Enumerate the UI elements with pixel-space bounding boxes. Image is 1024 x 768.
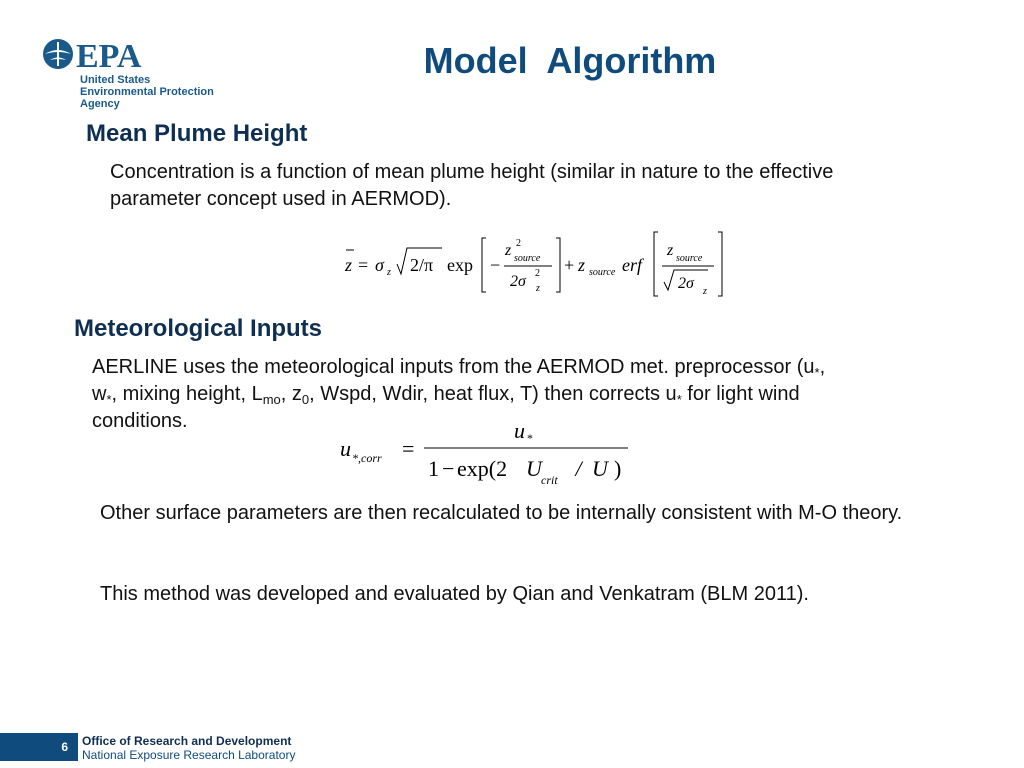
- met-sub-0: 0: [301, 392, 310, 407]
- eq1-zbar: z: [345, 255, 353, 275]
- eq1-num-z: z: [505, 242, 512, 259]
- eq2-lhs-sub: *,corr: [352, 451, 382, 465]
- eq1-erf-den: 2σ: [678, 275, 694, 292]
- met-text-1a: AERLINE uses the meteorological inputs from the AERMOD met. preprocessor (u: [92, 356, 815, 378]
- eq1-num-sup: 2: [516, 238, 521, 249]
- agency-line-1: United States: [80, 74, 151, 86]
- paragraph-surface-parameters: Other surface parameters are then recalculated to be internally consistent with M-O theory.: [100, 502, 903, 524]
- met-text-2e: for light wind: [681, 383, 800, 405]
- heading-mean-plume-height: Mean Plume Height: [86, 120, 308, 147]
- met-text-3: conditions.: [92, 410, 188, 432]
- met-text-2b: , mixing height, L: [111, 383, 263, 405]
- eq2-num-sub: *: [527, 431, 533, 445]
- eq1-den-2sigma: 2σ: [510, 273, 526, 290]
- met-star-1: *: [814, 365, 820, 380]
- eq2-den-minus: −: [442, 456, 455, 481]
- met-text-2d: , Wspd, Wdir, heat flux, T) then corrects u: [309, 383, 677, 405]
- met-text-1b: ,: [819, 356, 826, 378]
- eq2-den-sub: crit: [541, 473, 558, 487]
- equation-ustar-corr: [336, 418, 636, 490]
- footer-lab: National Exposure Research Laboratory: [82, 748, 296, 762]
- eq1-erf: erf: [622, 255, 642, 275]
- eq1-erf-den-sub: z: [703, 286, 707, 297]
- footer-office: Office of Research and Development: [82, 734, 292, 748]
- page-number: 6: [61, 740, 68, 754]
- met-sub-mo: mo: [262, 392, 281, 407]
- eq2-den-U2: U: [592, 456, 608, 481]
- eq1-num-sub: source: [514, 253, 541, 264]
- eq1-two-over-pi: 2/π: [410, 255, 434, 275]
- eq2-num-u: u: [514, 418, 525, 443]
- met-text-2c: , z: [280, 383, 302, 405]
- heading-meteorological-inputs: Meteorological Inputs: [74, 315, 323, 342]
- eq1-exp: exp: [447, 255, 473, 275]
- eq1-z2: z: [578, 255, 586, 275]
- eq1-erf-num-z: z: [667, 242, 674, 259]
- paragraph-method-reference: This method was developed and evaluated by Qian and Venkatram (BLM 2011).: [100, 583, 809, 605]
- eq1-plus: +: [564, 255, 575, 275]
- eq1-minus: −: [490, 255, 501, 275]
- eq1-z2-sub: source: [589, 267, 616, 278]
- eq2-den-slash: /: [570, 456, 588, 481]
- eq2-equals: =: [402, 436, 415, 461]
- agency-name: [80, 74, 214, 110]
- slide-title: Model Algorithm: [423, 40, 717, 81]
- eq2-den-U: U: [526, 456, 542, 481]
- eq2-den-close: ): [614, 456, 622, 481]
- epa-wordmark: EPA: [76, 38, 142, 74]
- equation-mean-plume-height: [330, 228, 730, 300]
- met-star-2: *: [106, 392, 112, 407]
- eq2-den-exp: exp(2: [457, 456, 508, 481]
- eq1-sigma-sub: z: [387, 267, 391, 278]
- epa-logo: [42, 38, 232, 110]
- eq1-equals: =: [358, 255, 369, 275]
- agency-line-2: Environmental Protection: [80, 86, 214, 98]
- paragraph-mean-plume-height: Concentration is a function of mean plume height (similar in nature to the effective parameter concept used in AERMOD).: [110, 161, 834, 210]
- agency-line-3: Agency: [80, 98, 120, 110]
- eq2-den-one: 1: [428, 456, 439, 481]
- epa-seal-icon: [42, 38, 162, 74]
- eq1-den-sub: z: [536, 283, 540, 294]
- eq1-den-sup: 2: [535, 268, 540, 279]
- met-star-3: *: [676, 392, 682, 407]
- eq2-lhs-u: u: [340, 436, 351, 461]
- eq1-sigma: σ: [375, 255, 384, 275]
- eq1-erf-num-sub: source: [676, 253, 703, 264]
- met-text-2a: w: [92, 383, 107, 405]
